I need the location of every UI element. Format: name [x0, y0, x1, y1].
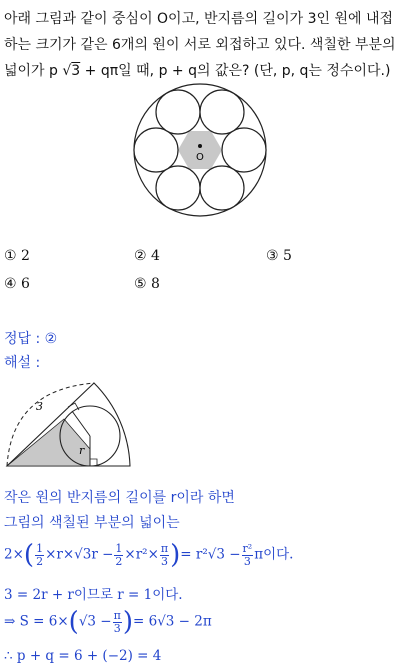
choice-1-value: 2: [21, 248, 30, 264]
choice-3-value: 5: [283, 248, 292, 264]
equation-1: [4, 540, 293, 570]
explanation-label: 해설 :: [4, 355, 41, 371]
choice-4[interactable]: [4, 276, 30, 292]
problem-line-1: 아래 그림과 같이 중심이 O이고, 반지름의 길이가 3인 원에 내접: [4, 11, 394, 27]
sqrt-radicand: 3: [71, 63, 81, 79]
label-3: 3: [36, 400, 43, 413]
small-circle-4: [134, 128, 178, 172]
choice-5-value: 8: [151, 276, 160, 292]
eq1-part-d: = r²√3 −: [180, 546, 241, 563]
explanation-text-1: 작은 원의 반지름의 길이를 r이라 하면: [4, 490, 235, 506]
frac-den: 3: [113, 621, 121, 635]
equation-2: 3 = 2r + r이므로 r = 1이다.: [4, 587, 183, 603]
choice-2[interactable]: [134, 248, 160, 264]
choice-1[interactable]: [4, 248, 30, 264]
eq1-frac-2: [114, 543, 123, 567]
eq1-frac-4: [242, 543, 254, 567]
choice-3[interactable]: [266, 248, 292, 264]
frac-den: 3: [161, 554, 168, 568]
equation-3: [4, 607, 212, 637]
problem-line-2: 하는 크기가 같은 6개의 원이 서로 외접하고 있다. 색칠한 부분의: [4, 37, 396, 53]
choice-3-mark: ③: [266, 248, 279, 264]
problem-line-3a: 넓이가 p: [4, 63, 58, 79]
center-dot: [198, 144, 202, 148]
choice-4-value: 6: [21, 276, 30, 292]
small-circle-6: [200, 90, 244, 134]
eq3-part-b: √3 −: [78, 613, 112, 630]
frac-num: 1: [36, 541, 44, 555]
eq1-frac-1: [35, 543, 44, 567]
frac-den: 2: [36, 554, 44, 568]
choice-5[interactable]: [134, 276, 160, 292]
eq1-part-b: ×r×√3r −: [45, 546, 114, 563]
small-circle-1: [222, 128, 266, 172]
equation-4: ∴ p + q = 6 + (−2) = 4: [4, 648, 162, 664]
eq1-frac-3: [160, 543, 169, 567]
small-circle-3: [156, 166, 200, 210]
frac-num: π: [160, 541, 169, 555]
small-circle-5: [156, 90, 200, 134]
small-circle-2: [200, 166, 244, 210]
eq1-paren-open: (: [23, 540, 35, 570]
figure-sector: [2, 380, 142, 470]
eq3-frac: [113, 610, 122, 634]
frac-den: 3: [243, 554, 251, 568]
eq1-part-a: 2×: [4, 546, 24, 563]
sqrt-sign: √3: [62, 63, 81, 79]
choice-2-value: 4: [151, 248, 160, 264]
choice-5-mark: ⑤: [134, 276, 147, 292]
center-label: O: [196, 152, 204, 163]
eq1-part-c: ×r²×: [124, 546, 159, 563]
choice-1-mark: ①: [4, 248, 17, 264]
eq1-part-e: π이다.: [254, 546, 294, 563]
frac-num: r²: [242, 541, 253, 555]
eq3-part-a: ⇒ S = 6×: [4, 613, 69, 630]
eq3-part-c: = 6√3 − 2π: [133, 613, 212, 630]
frac-den: 2: [115, 554, 123, 568]
eq3-paren-open: (: [68, 607, 79, 637]
frac-num: π: [113, 608, 121, 622]
answer-label: 정답 : ②: [4, 331, 58, 347]
choice-2-mark: ②: [134, 248, 147, 264]
shaded-region: [178, 131, 222, 169]
eq3-paren-close: ): [122, 607, 133, 637]
problem-line-3: [4, 60, 390, 80]
eq1-paren-close: ): [170, 540, 181, 570]
problem-line-3b: + qπ일 때, p + q의 값은? (단, p, q는 정수이다.): [84, 63, 391, 79]
explanation-text-2: 그림의 색칠된 부분의 넓이는: [4, 515, 180, 531]
label-r: r: [79, 444, 85, 457]
choice-4-mark: ④: [4, 276, 17, 292]
frac-num: 1: [115, 541, 123, 555]
figure-six-circles: [0, 78, 400, 218]
